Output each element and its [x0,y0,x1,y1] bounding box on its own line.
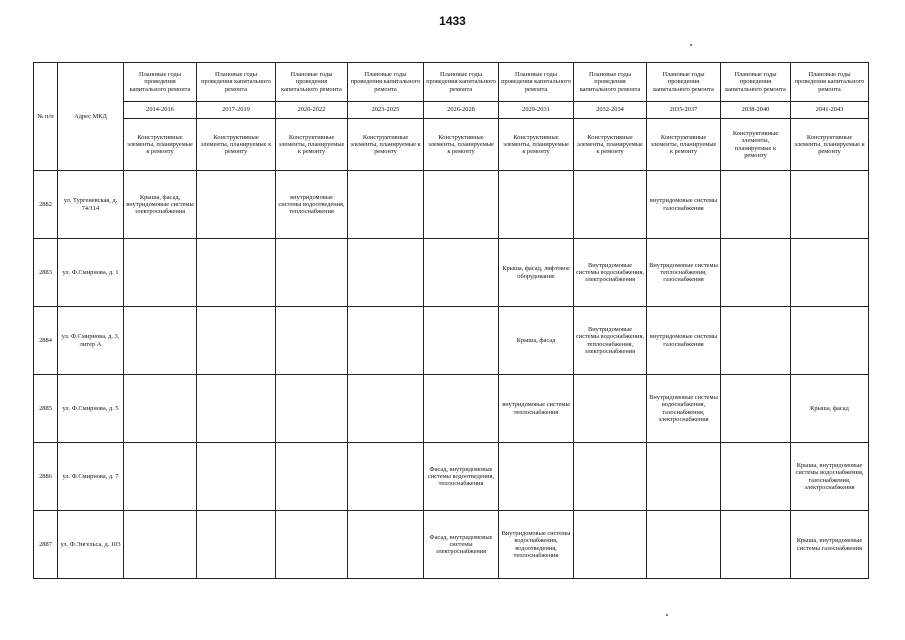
repair-elements-cell: внутридомовые системы теплоснабжения [499,375,574,443]
repair-elements-cell [124,375,197,443]
period-years: 2041-2043 [791,102,869,119]
repair-elements-cell: Внутридомовые системы водоснабжения, электроснабжения [574,239,647,307]
repair-elements-cell: Фасад, внутридомовые системы водоотведения, теплоснабжения [424,443,499,511]
period-title: Плановые годы проведения капитального ремонта [197,63,276,102]
period-years: 2023-2025 [348,102,424,119]
elements-header: Конструктивные элементы, планируемые к ремонту [791,119,869,171]
period-title: Плановые годы проведения капитального ремонта [424,63,499,102]
repair-elements-cell [124,511,197,579]
repair-elements-cell: Фасад, внутридомовые системы электроснабжения [424,511,499,579]
capital-repair-plan-table [33,62,869,579]
row-number: 2884 [34,307,58,375]
row-address: ул. Ф.Смирнова, д. 5 [58,375,124,443]
row-address: ул. Ф.Смирнова, д. 3, литер А [58,307,124,375]
repair-elements-cell [721,511,791,579]
repair-elements-cell [197,511,276,579]
repair-elements-cell [424,239,499,307]
period-title: Плановые годы проведения капитального ремонта [791,63,869,102]
period-title: Плановые годы проведения капитального ремонта [721,63,791,102]
column-header-address: Адрес МКД [58,63,124,171]
scan-speck [690,44,692,46]
elements-header: Конструктивные элементы, планируемые к ремонту [499,119,574,171]
table-row [34,375,869,443]
repair-elements-cell [276,511,348,579]
repair-elements-cell [348,307,424,375]
table-row [34,171,869,239]
repair-elements-cell [124,307,197,375]
repair-elements-cell [348,375,424,443]
repair-elements-cell [348,171,424,239]
repair-elements-cell [276,239,348,307]
repair-elements-cell [721,375,791,443]
period-title: Плановые годы проведения капитального ремонта [499,63,574,102]
repair-elements-cell [424,375,499,443]
repair-elements-cell [348,239,424,307]
column-header-number: № п/п [34,63,58,171]
repair-elements-cell [197,171,276,239]
repair-elements-cell [124,239,197,307]
repair-elements-cell [197,443,276,511]
repair-elements-cell: Крыша, внутридомовые системы водоснабжения, газоснабжения, электроснабжения [791,443,869,511]
repair-elements-cell [424,307,499,375]
period-years: 2038-2040 [721,102,791,119]
elements-header: Конструктивные элементы, планируемые к ремонту [574,119,647,171]
repair-elements-cell [197,239,276,307]
table-row [34,443,869,511]
elements-header: Конструктивные элементы, планируемые к ремонту [721,119,791,171]
repair-elements-cell [424,171,499,239]
row-number: 2886 [34,443,58,511]
repair-elements-cell: Внутридомовые системы водоснабжения, теплоснабжения, электроснабжения [574,307,647,375]
elements-header: Конструктивные элементы, планируемые к ремонту [124,119,197,171]
repair-elements-cell: Внутридомовые системы теплоснабжения, газоснабжения [647,239,721,307]
elements-header: Конструктивные элементы, планируемые к ремонту [647,119,721,171]
row-address: ул. Ф.Смирнова, д. 7 [58,443,124,511]
repair-elements-cell [574,171,647,239]
repair-elements-cell: Крыша, внутридомовые системы газоснабжения [791,511,869,579]
repair-elements-cell [499,443,574,511]
repair-elements-cell [499,171,574,239]
repair-elements-cell [348,511,424,579]
repair-elements-cell [574,511,647,579]
repair-elements-cell [791,171,869,239]
elements-header: Конструктивные элементы, планируемые к ремонту [197,119,276,171]
repair-elements-cell [348,443,424,511]
repair-elements-cell: Крыша, фасад [791,375,869,443]
elements-header: Конструктивные элементы, планируемые к ремонту [276,119,348,171]
repair-elements-cell [721,443,791,511]
repair-elements-cell [276,375,348,443]
repair-elements-cell [721,307,791,375]
period-years: 2035-2037 [647,102,721,119]
elements-header: Конструктивные элементы, планируемые к ремонту [348,119,424,171]
period-title: Плановые годы проведения капитального ремонта [276,63,348,102]
elements-header: Конструктивные элементы, планируемые к ремонту [424,119,499,171]
repair-elements-cell: Крыша, фасад, лифтовое оборудование [499,239,574,307]
row-number: 2885 [34,375,58,443]
row-number: 2882 [34,171,58,239]
row-number: 2887 [34,511,58,579]
row-address: ул. Ф.Энгельса, д. 103 [58,511,124,579]
period-years: 2017-2019 [197,102,276,119]
repair-elements-cell [791,239,869,307]
period-title: Плановые годы проведения капитального ремонта [574,63,647,102]
repair-elements-cell: Внутридомовые системы водоснабжения, газоснабжения, электроснабжения [647,375,721,443]
repair-elements-cell: Внутридомовые системы водоснабжения, водоотведения, теплоснабжения [499,511,574,579]
repair-elements-cell [276,307,348,375]
repair-elements-cell [574,443,647,511]
repair-elements-cell [124,443,197,511]
period-years: 2032-2034 [574,102,647,119]
repair-elements-cell [647,443,721,511]
repair-elements-cell [721,171,791,239]
repair-elements-cell: внутридомовые системы газоснабжения [647,307,721,375]
repair-elements-cell: внутридомовые системы водоотведения, теплоснабжения [276,171,348,239]
table-row [34,239,869,307]
repair-elements-cell: Крыша, фасад, внутридомовые системы электроснабжения [124,171,197,239]
period-title: Плановые годы проведения капитального ремонта [124,63,197,102]
period-years: 2029-2031 [499,102,574,119]
repair-elements-cell [647,511,721,579]
table-row [34,511,869,579]
repair-elements-cell [791,307,869,375]
repair-elements-cell: внутридомовые системы газоснабжения [647,171,721,239]
row-number: 2883 [34,239,58,307]
period-years: 2026-2028 [424,102,499,119]
period-title: Плановые годы проведения капитального ремонта [348,63,424,102]
page-number: 1433 [439,14,466,28]
repair-elements-cell [721,239,791,307]
repair-elements-cell [574,375,647,443]
repair-elements-cell [276,443,348,511]
period-title: Плановые годы проведения капитального ремонта [647,63,721,102]
table-row [34,307,869,375]
scan-speck [666,614,668,616]
row-address: ул. Ф.Смирнова, д. 1 [58,239,124,307]
period-years: 2014-2016 [124,102,197,119]
period-years: 2020-2022 [276,102,348,119]
repair-elements-cell [197,307,276,375]
repair-elements-cell: Крыша, фасад [499,307,574,375]
repair-elements-cell [197,375,276,443]
row-address: ул. Тургеневская, д. 74/114 [58,171,124,239]
